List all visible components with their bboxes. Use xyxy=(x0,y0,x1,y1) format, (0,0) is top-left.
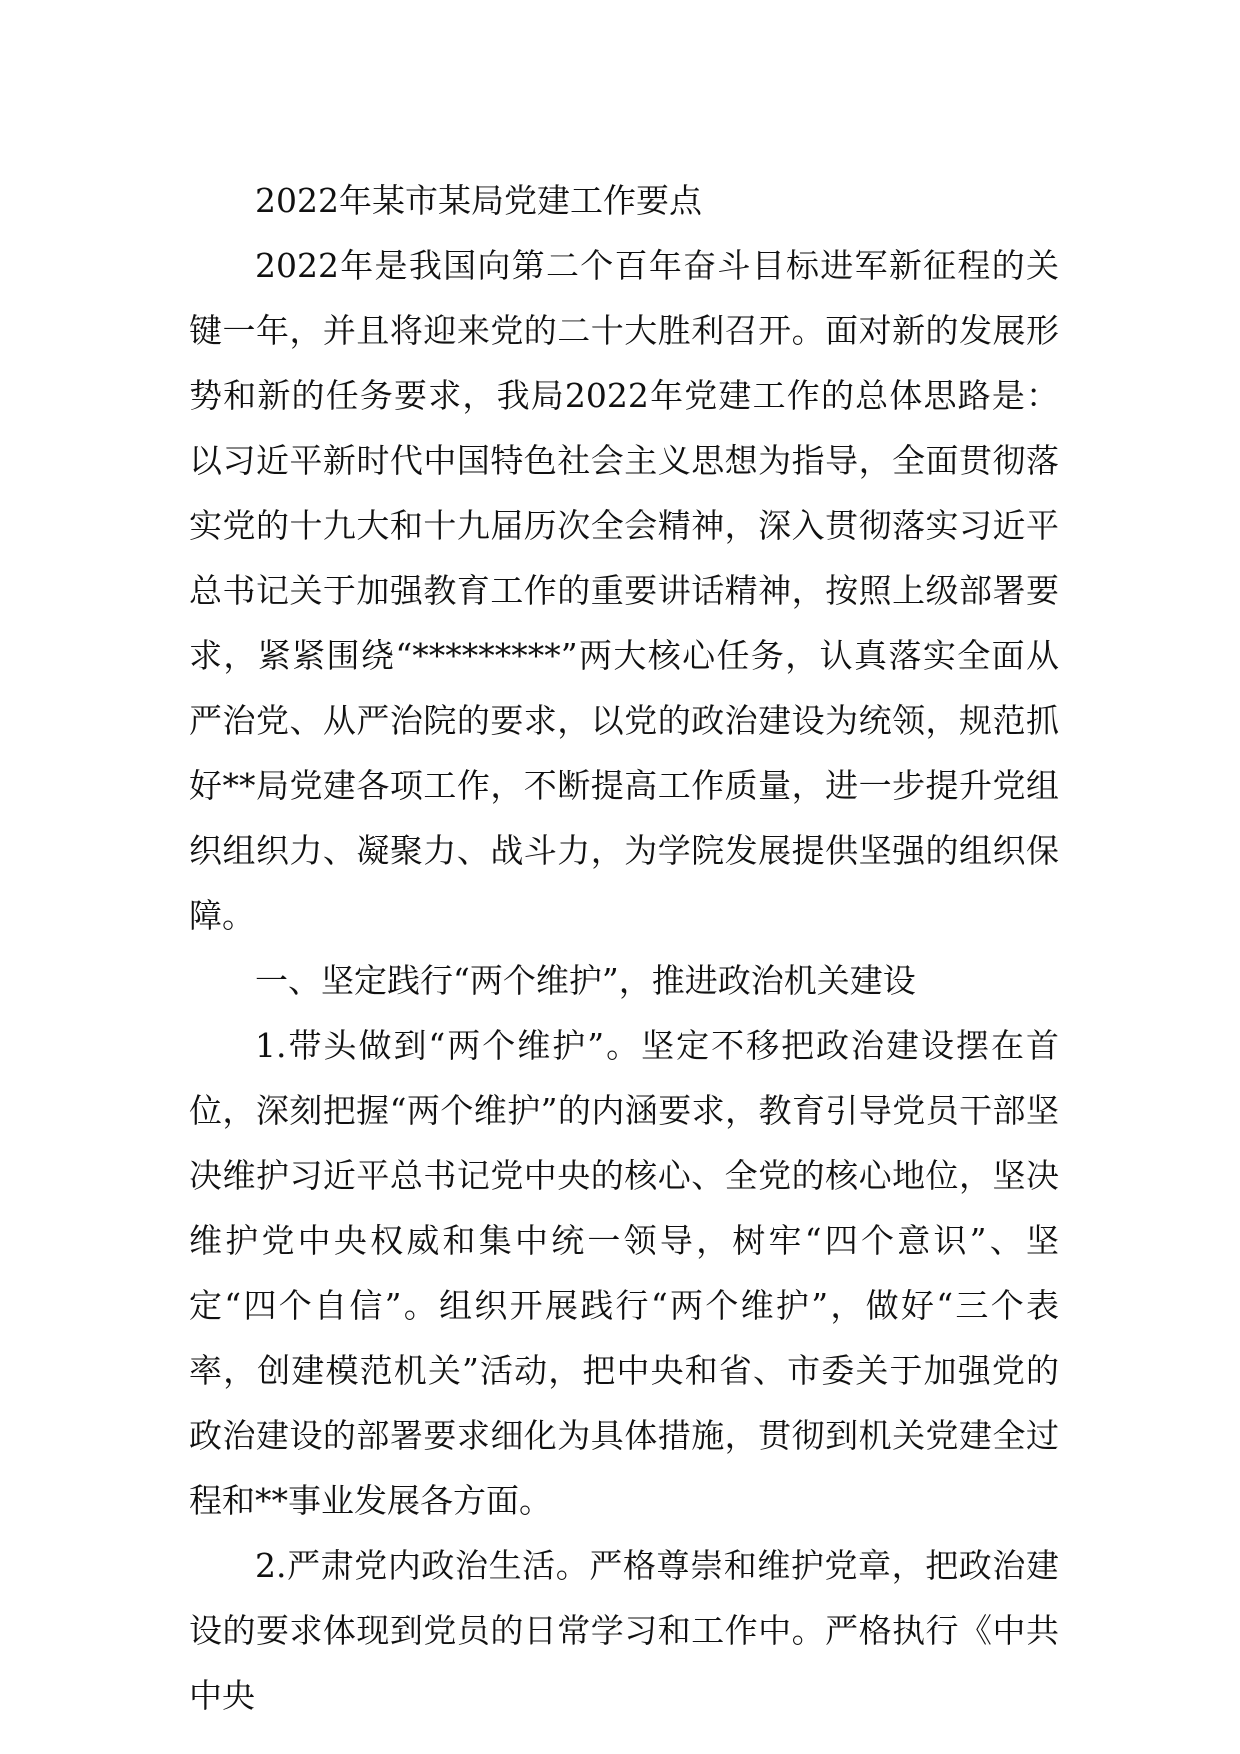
paragraph-item-1: 1.带头做到“两个维护”。坚定不移把政治建设摆在首位，深刻把握“两个维护”的内涵要求，教育引导党员干部坚决维护习近平总书记党中央的核心、全党的核心地位，坚决维护党中央权威和集中统一领导，树牢“四个意识”、坚定“四个自信”。组织开展践行“两个维护”，做好“三个表率，创建模范机关”活动，把中央和省、市委关于加强党的政治建设的部署要求细化为具体措施，贯彻到机关党建全过程和**事业发展各方面。 xyxy=(189,1026,1059,1520)
section-heading-1: 一、坚定践行“两个维护”，推进政治机关建设 xyxy=(255,961,916,1000)
document-title: 2022年某市某局党建工作要点 xyxy=(255,181,702,220)
paragraph-intro: 2022年是我国向第二个百年奋斗目标进军新征程的关键一年，并且将迎来党的二十大胜利召开。面对新的发展形势和新的任务要求，我局2022年党建工作的总体思路是：以习近平新时代中国特色社会主义思想为指导，全面贯彻落实党的十九大和十九届历次全会精神，深入贯彻落实习近平总书记关于加强教育工作的重要讲话精神，按照上级部署要求，紧紧围绕“*********”两大核心任务，认真落实全面从严治党、从严治院的要求，以党的政治建设为统领，规范抓好**局党建各项工作，不断提高工作质量，进一步提升党组织组织力、凝聚力、战斗力，为学院发展提供坚强的组织保障。 xyxy=(189,246,1059,935)
paragraph-item-2: 2.严肃党内政治生活。严格尊崇和维护党章，把政治建设的要求体现到党员的日常学习和工作中。严格执行《中共中央 xyxy=(189,1546,1059,1715)
document-body xyxy=(189,168,1059,1728)
